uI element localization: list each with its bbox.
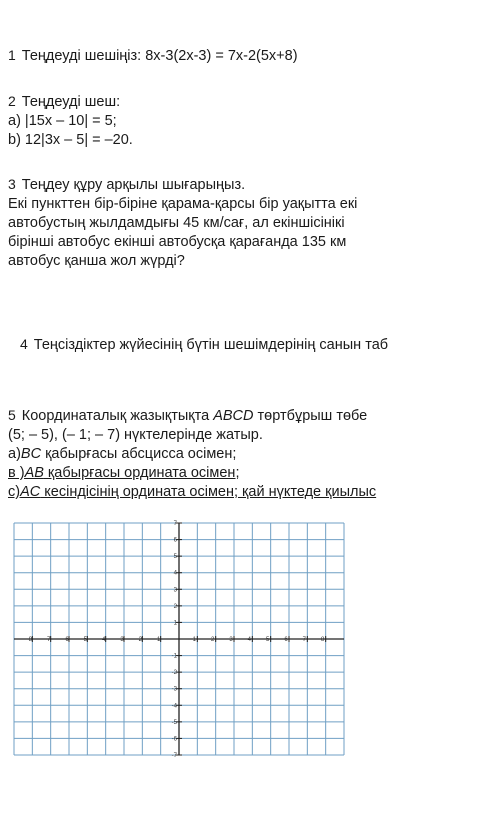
x-axis-tick-label: 5 (265, 637, 270, 643)
problem-1 (8, 46, 476, 66)
problem-5 (8, 406, 476, 502)
y-axis-tick-label: -7 (171, 753, 177, 759)
y-axis-tick-label: 2 (173, 603, 177, 610)
x-axis-tick-label: 7 (302, 637, 307, 643)
x-axis-tick-label: 6 (284, 637, 288, 643)
y-axis-tick-label: 3 (173, 587, 177, 594)
problem-4 (20, 335, 488, 355)
x-axis-tick-label: -4 (99, 637, 106, 643)
problem-5-quad-name: ABCD (213, 408, 254, 424)
x-axis-tick-label: -6 (63, 637, 69, 643)
problem-5c-segment: AC (20, 484, 41, 500)
y-axis-tick-label: 1 (173, 620, 177, 627)
problem-5a-text: қабырғасы абсцисса осімен; (41, 446, 237, 462)
problem-2-number: 2 (8, 93, 16, 109)
y-axis-tick-label: 6 (173, 537, 177, 544)
x-axis-tick-label: 4 (247, 637, 252, 643)
problem-3-line-4: автобус қанша жол жүрді? (8, 253, 185, 269)
y-axis-tick-label: 5 (173, 554, 177, 561)
problem-5a (8, 445, 476, 464)
problem-2b: b) 12|3x – 5| = –20. (8, 132, 133, 148)
problem-3-number: 3 (8, 176, 16, 192)
problem-2-title: Теңдеуді шеш: (21, 94, 121, 110)
coordinate-grid (14, 521, 344, 759)
problem-5c-text: кесіндісінің ордината осімен; қай нүктеде қиылыс (40, 484, 377, 500)
y-axis-tick-label: -4 (171, 703, 177, 710)
x-axis-tick-label: -7 (44, 637, 51, 643)
x-axis-tick-label: -5 (81, 637, 88, 643)
x-axis-tick-label: -1 (154, 637, 161, 643)
problem-5c-label: с) (8, 484, 21, 500)
coordinate-grid-svg (14, 521, 344, 759)
problem-5-number: 5 (8, 407, 16, 423)
y-axis-tick-label: -2 (171, 670, 177, 677)
problem-5-line-1-b: төртбұрыш төбе (253, 408, 368, 424)
problem-3-line-1: Екі пункттен бір-біріне қарама-қарсы бір уақытта екі (8, 196, 358, 212)
y-axis-tick-label: -3 (171, 686, 177, 693)
problem-5a-side: BC (20, 446, 42, 462)
x-axis-tick-label: 1 (192, 637, 197, 643)
problem-4-text: Теңсіздіктер жүйесінің бүтін шешімдерінің санын таб (33, 337, 389, 353)
problem-5b-side: AB (24, 465, 44, 481)
y-axis-tick-label: 7 (173, 521, 177, 527)
problem-5a-label: a) (8, 446, 21, 462)
y-axis-tick-label: -5 (171, 719, 177, 726)
problem-1-number: 1 (8, 47, 16, 63)
problem-3 (8, 175, 476, 271)
problem-4-number: 4 (20, 336, 28, 352)
problem-5b-label: в ) (8, 465, 25, 481)
problem-5c (8, 483, 476, 502)
y-axis-tick-label: -1 (171, 653, 177, 660)
x-axis-tick-label: -3 (118, 637, 124, 643)
problem-1-text: Теңдеуді шешіңіз: 8x-3(2x-3) = 7x-2(5x+8) (21, 48, 298, 64)
x-axis-tick-label: 3 (229, 637, 233, 643)
y-axis-tick-label: -6 (171, 736, 177, 743)
x-axis-tick-label: -8 (26, 637, 33, 643)
problem-5-line-2: (5; – 5), (– 1; – 7) нүктелерінде жатыр. (8, 427, 263, 443)
problem-3-title: Теңдеу құру арқылы шығарыңыз. (21, 177, 246, 193)
problem-5b (8, 464, 476, 483)
x-axis-tick-label: 2 (210, 637, 215, 643)
problem-2a: a) |15x – 10| = 5; (8, 113, 117, 129)
x-axis-tick-label: 8 (320, 637, 325, 643)
x-axis-tick-label: -2 (136, 637, 143, 643)
problem-5-line-1-a: Координаталық жазықтықта (21, 408, 214, 424)
problem-5b-text: қабырғасы ордината осімен; (43, 465, 240, 481)
problem-2 (8, 92, 476, 150)
problem-3-line-2: автобустың жылдамдығы 45 км/сағ, ал екіншісінікі (8, 215, 345, 231)
problem-3-line-3: бірінші автобус екінші автобусқа қарағанда 135 км (8, 234, 347, 250)
y-axis-tick-label: 4 (173, 570, 177, 577)
